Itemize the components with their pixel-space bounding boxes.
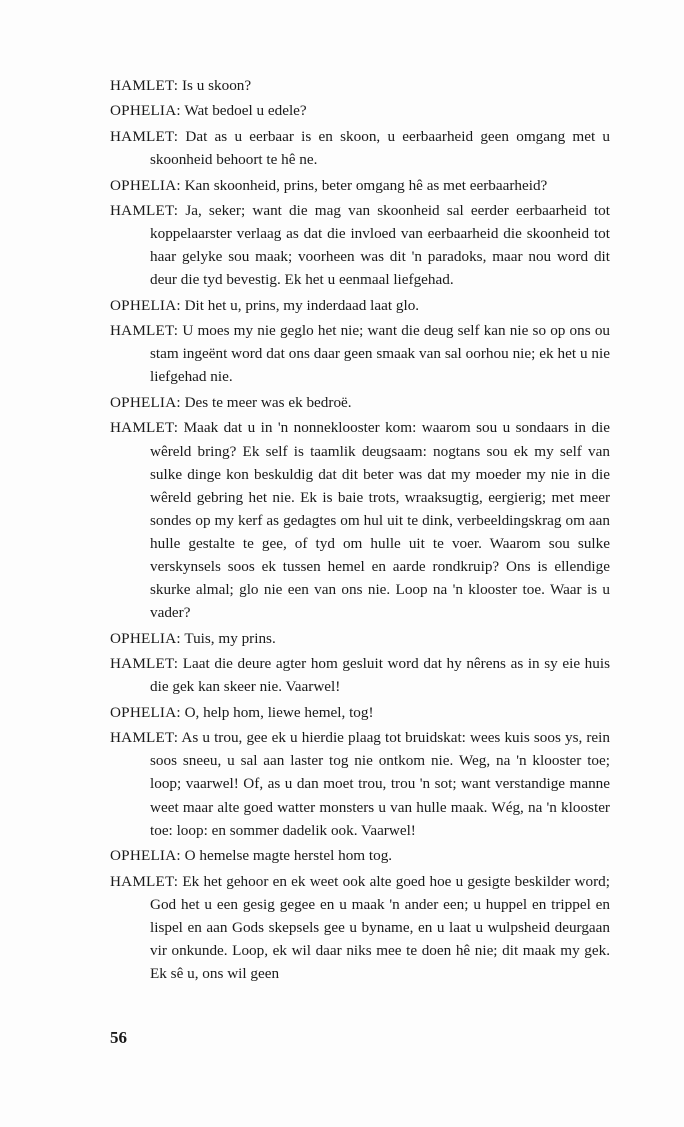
speech-text: Is u skoon? <box>181 77 252 94</box>
speech-text: Dat as u eerbaar is en skoon, u eerbaarheid geen omgang met u skoonheid behoort te hê ne. <box>150 127 611 169</box>
speech-text: Ja, seker; want die mag van skoonheid sal eerder eerbaarheid tot koppelaarster verlaag as dat die invloed van eerbaarheid die skoonheid tot haar gelyke sou maak; voorheen was dit 'n paradoks, maar nou word dit deur die tyd bevestig. Ek het u eenmaal liefgehad. <box>150 202 610 289</box>
speaker-name: OPHELIA: <box>110 393 181 411</box>
speech-text: Ek het gehoor en ek weet ook alte goed hoe u gesigte beskilder word; God het u een gesig gegee en u maak 'n ander een; u huppel en trippel en lispel en aan Gods skepsels gee u byname, en u laat u wulpsheid deurgaan vir onkunde. Loop, ek wil daar niks mee te doen hê nie; dit maak my gek. Ek sê u, ons wil geen <box>150 872 610 982</box>
speech-text: Kan skoonheid, prins, beter omgang hê as met eerbaarheid? <box>184 176 548 194</box>
speaker-name: HAMLET: <box>110 127 179 145</box>
speaker-name: HAMLET: <box>110 77 179 94</box>
speech-line <box>110 74 610 97</box>
speaker-name: OPHELIA: <box>110 629 181 647</box>
speech-line <box>110 174 610 197</box>
speaker-name: OPHELIA: <box>110 703 181 721</box>
speech-text: Dit het u, prins, my inderdaad laat glo. <box>184 296 420 314</box>
speaker-name: HAMLET: <box>110 322 179 340</box>
speech-text: Tuis, my prins. <box>184 629 276 647</box>
speaker-name: HAMLET: <box>110 872 179 890</box>
speech-text: O hemelse magte herstel hom tog. <box>184 847 393 865</box>
speech-line <box>110 627 610 650</box>
speech-line <box>110 844 610 867</box>
speaker-name: OPHELIA: <box>110 176 181 194</box>
speech-text: O, help hom, liewe hemel, tog! <box>184 703 374 721</box>
speech-line <box>110 870 610 985</box>
speech-line <box>110 726 610 841</box>
speaker-name: OPHELIA: <box>110 847 181 865</box>
speech-text: As u trou, gee ek u hierdie plaag tot bruidskat: wees kuis soos ys, rein soos sneeu, u sal aan laster tog nie ontkom nie. Weg, na 'n klooster toe; loop; vaarwel! Of, as u dan moet trou, trou 'n sot; want verstandige manne weet maar alte goed watter monsters u van hulle maak. Wég, na 'n klooster toe: loop: en sommer dadelik ook. Vaarwel! <box>150 729 610 839</box>
speech-line <box>110 199 610 291</box>
speech-line <box>110 99 610 122</box>
speech-line <box>110 125 610 171</box>
speaker-name: HAMLET: <box>110 655 179 673</box>
speech-text: Maak dat u in 'n nonneklooster kom: waarom sou u sondaars in die wêreld bring? Ek self is taamlik deugsaam: nogtans sou ek my self van sulke dinge kon beskuldig dat dit beter was dat my moeder my nie in die wêreld gebring het nie. Ek is baie trots, wraaksugtig, eergierig; met meer sondes op my kerf as gedagtes om hul uit te dink, verbeeldingskrag om aan hulle gestalte te gee, of tyd om hulle uit te voer. Waarom sou sulke verskynsels soos ek tussen hemel en aarde rondkruip? Ons is ellendige skurke almal; glo nie een van ons nie. Loop na 'n klooster toe. Waar is u vader? <box>150 419 610 622</box>
speech-line <box>110 416 610 624</box>
dialogue-text-block <box>110 74 610 987</box>
speech-text: Wat bedoel u edele? <box>184 102 307 120</box>
speech-text: Des te meer was ek bedroë. <box>184 393 352 411</box>
speech-text: Laat die deure agter hom gesluit word dat hy nêrens as in sy eie huis die gek kan skeer nie. Vaarwel! <box>150 655 611 696</box>
speaker-name: HAMLET: <box>110 202 179 220</box>
speech-line <box>110 701 610 724</box>
speaker-name: HAMLET: <box>110 419 179 437</box>
speech-line <box>110 319 610 388</box>
speaker-name: HAMLET: <box>110 729 179 747</box>
speech-text: U moes my nie geglo het nie; want die deug self kan nie so op ons ou stam ingeënt word dat ons daar geen smaak van sal oorhou nie; ek het u nie liefgehad nie. <box>150 322 611 386</box>
speech-line <box>110 652 610 698</box>
speaker-name: OPHELIA: <box>110 102 181 120</box>
speech-line <box>110 391 610 414</box>
page-number: 56 <box>110 1028 127 1047</box>
speech-line <box>110 294 610 317</box>
speaker-name: OPHELIA: <box>110 296 181 314</box>
